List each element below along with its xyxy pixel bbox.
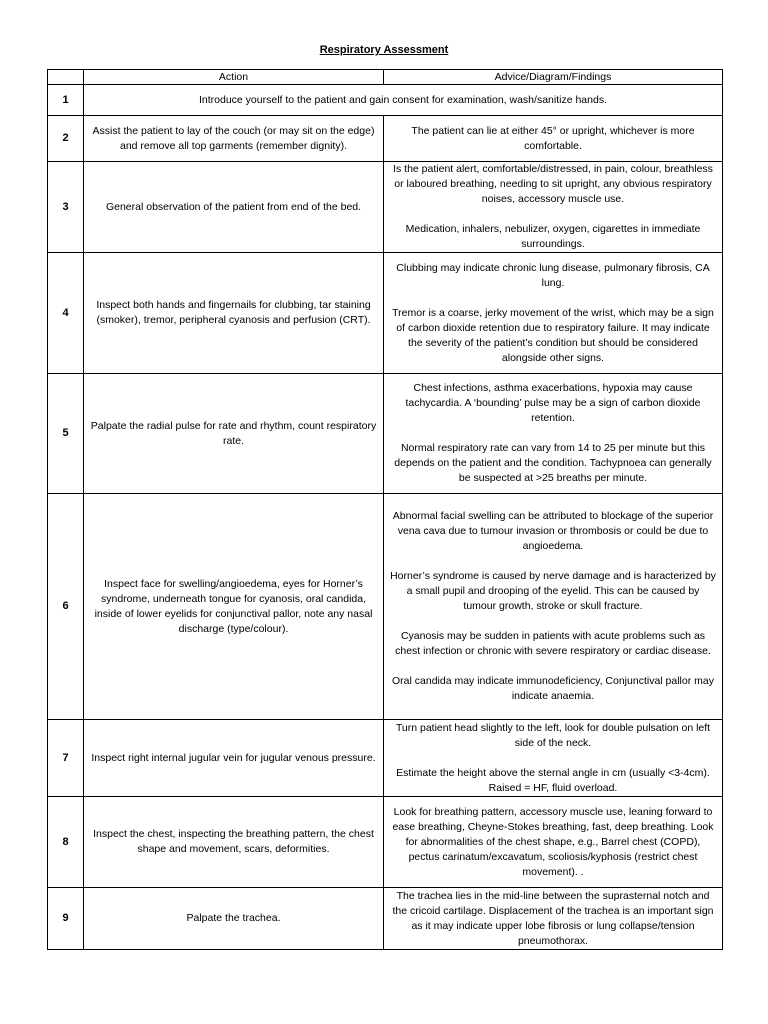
row-findings bbox=[384, 888, 723, 950]
row-findings bbox=[384, 374, 723, 494]
row-number: 3 bbox=[48, 162, 84, 253]
row-number: 4 bbox=[48, 253, 84, 374]
row-action: Assist the patient to lay of the couch (or may sit on the edge) and remove all top garments (remember dignity). bbox=[84, 116, 384, 162]
table-row bbox=[48, 116, 723, 162]
finding-paragraph: Oral candida may indicate immunodeficiency, Conjunctival pallor may indicate anaemia. bbox=[392, 675, 714, 702]
row-action: Inspect the chest, inspecting the breathing pattern, the chest shape and movement, scars, deformities. bbox=[84, 797, 384, 888]
finding-paragraph: Is the patient alert, comfortable/distressed, in pain, colour, breathless or laboured breathing, needing to sit upright, any obvious respiratory noises, accessory muscle use. bbox=[393, 163, 713, 205]
finding-paragraph: Normal respiratory rate can vary from 14 to 25 per minute but this depends on the patient and the condition. Tachypnoea can generally be suspected at >25 breaths per minute. bbox=[394, 442, 712, 484]
row-action: Inspect right internal jugular vein for jugular venous pressure. bbox=[84, 720, 384, 797]
finding-paragraph: The trachea lies in the mid-line between the suprasternal notch and the cricoid cartilage. Displacement of the trachea is an important sign as it may indicate upper lobe fibrosis or lung collapse/tension pneumothorax. bbox=[392, 889, 714, 947]
row-findings bbox=[384, 720, 723, 797]
row-number: 1 bbox=[48, 85, 84, 116]
header-action: Action bbox=[84, 70, 384, 85]
row-action: Palpate the trachea. bbox=[84, 888, 384, 950]
row-findings bbox=[384, 253, 723, 374]
row-action: Palpate the radial pulse for rate and rhythm, count respiratory rate. bbox=[84, 374, 384, 494]
header-number bbox=[48, 70, 84, 85]
table-row bbox=[48, 253, 723, 374]
row-action: General observation of the patient from end of the bed. bbox=[84, 162, 384, 253]
row-text: Introduce yourself to the patient and gain consent for examination, wash/sanitize hands. bbox=[84, 85, 723, 116]
finding-paragraph: Medication, inhalers, nebulizer, oxygen, cigarettes in immediate surroundings. bbox=[405, 223, 701, 250]
table-row bbox=[48, 720, 723, 797]
finding-paragraph: Tremor is a coarse, jerky movement of the wrist, which may be a sign of carbon dioxide retention due to respiratory failure. It may indicate the severity of the patient’s condition but should be considered alongside other signs. bbox=[392, 306, 714, 364]
table-row bbox=[48, 85, 723, 116]
finding-paragraph: Horner’s syndrome is caused by nerve damage and is haracterized by a small pupil and drooping of the eyelid. This can be caused by tumour growth, stroke or skull fracture. bbox=[390, 570, 716, 612]
assessment-table bbox=[47, 69, 723, 950]
table-row bbox=[48, 162, 723, 253]
row-number: 7 bbox=[48, 720, 84, 797]
finding-paragraph: Cyanosis may be sudden in patients with acute problems such as chest infection or chronic with severe respiratory or cardiac disease. bbox=[395, 630, 711, 657]
row-number: 2 bbox=[48, 116, 84, 162]
finding-paragraph: Chest infections, asthma exacerbations, hypoxia may cause tachycardia. A ‘bounding’ pulse may be a sign of carbon dioxide retention. bbox=[405, 382, 701, 424]
finding-paragraph: Estimate the height above the sternal angle in cm (usually <3-4cm). Raised = HF, fluid overload. bbox=[396, 766, 710, 794]
row-findings bbox=[384, 116, 723, 162]
page-title: Respiratory Assessment bbox=[319, 44, 449, 56]
row-findings bbox=[384, 494, 723, 720]
table-row bbox=[48, 494, 723, 720]
finding-paragraph: Clubbing may indicate chronic lung disease, pulmonary fibrosis, CA lung. bbox=[396, 261, 710, 289]
row-findings bbox=[384, 797, 723, 888]
row-number: 9 bbox=[48, 888, 84, 950]
finding-paragraph: Look for breathing pattern, accessory muscle use, leaning forward to ease breathing, Cheyne-Stokes breathing, fast, deep breathing. Look for abnormalities of the chest shape, e.g., Barrel chest (COPD), pectus carinatum/excavatum, scoliosis/kyphosis (restrict chest movement). . bbox=[392, 805, 714, 878]
table-row bbox=[48, 797, 723, 888]
row-findings bbox=[384, 162, 723, 253]
row-number: 8 bbox=[48, 797, 84, 888]
finding-paragraph: Turn patient head slightly to the left, look for double pulsation on left side of the neck. bbox=[395, 721, 711, 749]
row-number: 5 bbox=[48, 374, 84, 494]
header-findings: Advice/Diagram/Findings bbox=[384, 70, 723, 85]
table-header-row bbox=[48, 70, 723, 85]
finding-paragraph: The patient can lie at either 45° or upright, whichever is more comfortable. bbox=[411, 124, 695, 152]
finding-paragraph: Abnormal facial swelling can be attributed to blockage of the superior vena cava due to tumour invasion or thrombosis or could be due to angioedema. bbox=[392, 510, 714, 552]
table-row bbox=[48, 374, 723, 494]
row-number: 6 bbox=[48, 494, 84, 720]
row-action: Inspect face for swelling/angioedema, eyes for Horner’s syndrome, underneath tongue for cyanosis, oral candida, inside of lower eyelids for conjunctival pallor, note any nasal discharge (type/colour). bbox=[84, 494, 384, 720]
table-row bbox=[48, 888, 723, 950]
row-action: Inspect both hands and fingernails for clubbing, tar staining (smoker), tremor, peripheral cyanosis and perfusion (CRT). bbox=[84, 253, 384, 374]
